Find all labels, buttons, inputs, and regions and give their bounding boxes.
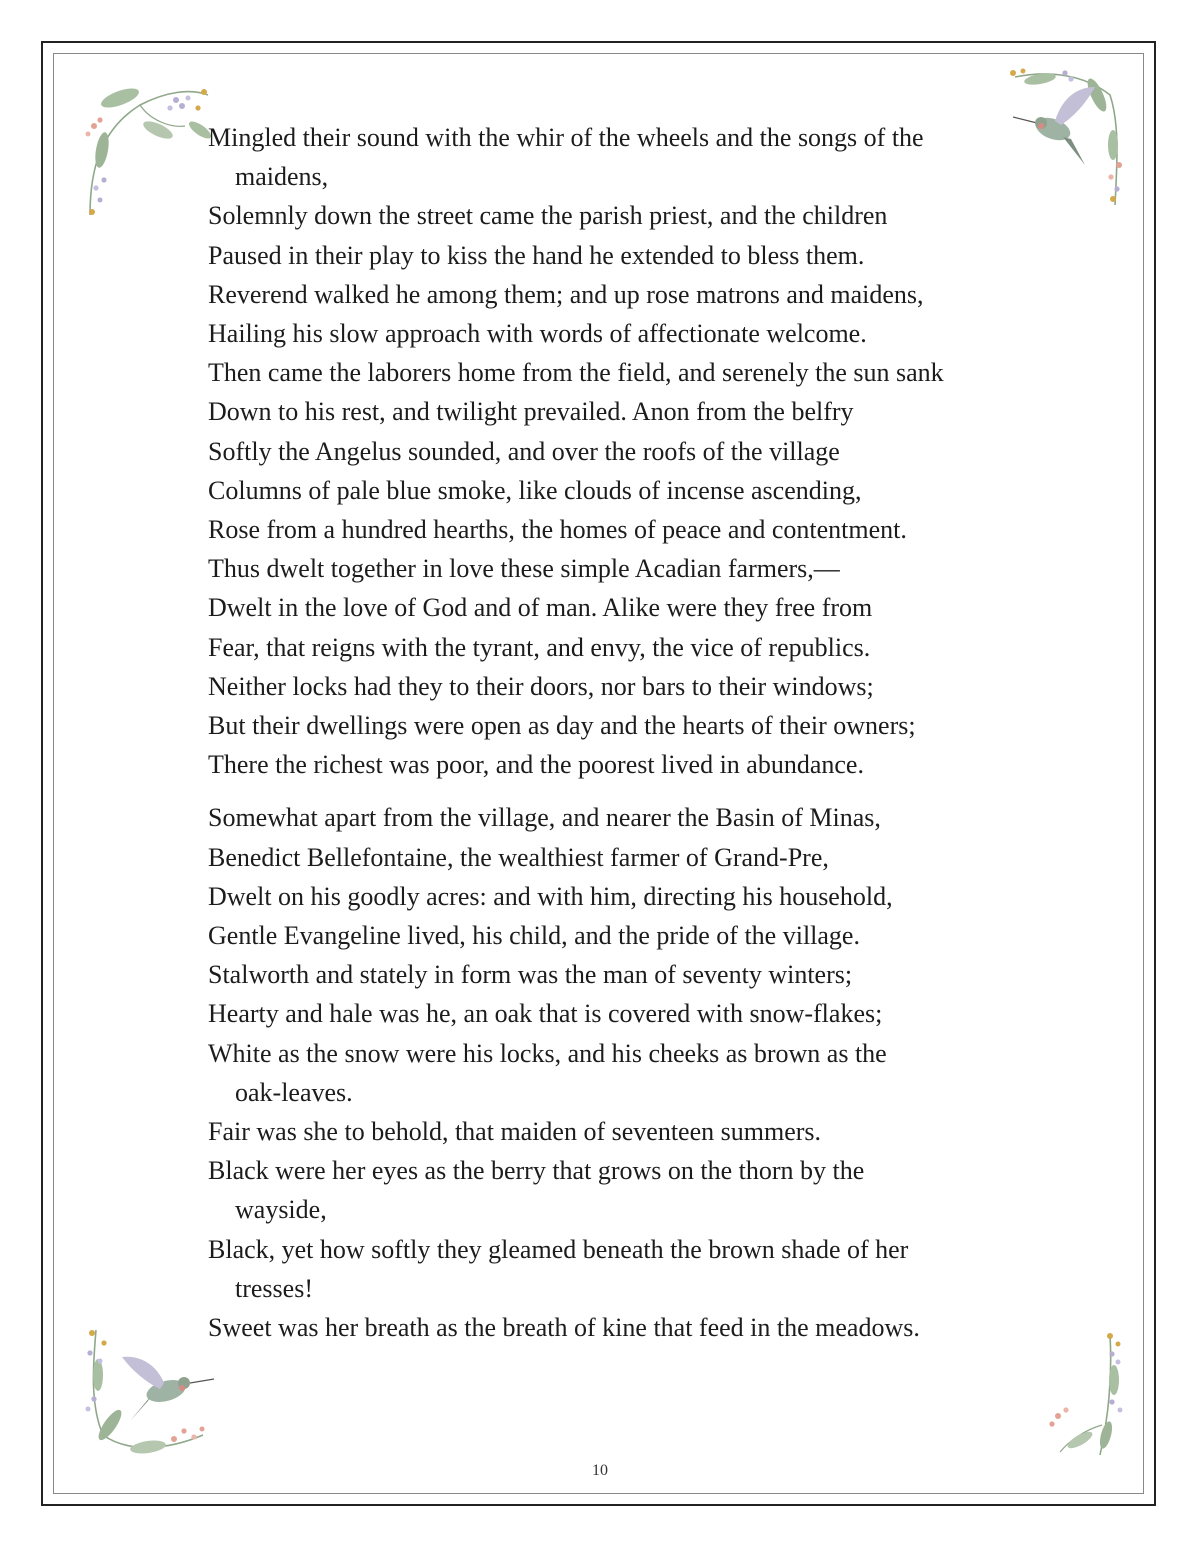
poem-line: Solemnly down the street came the parish priest, and the children bbox=[208, 201, 888, 231]
poem-line: Paused in their play to kiss the hand he extended to bless them. bbox=[208, 240, 865, 270]
poem-line: Fair was she to behold, that maiden of seventeen summers. bbox=[208, 1117, 822, 1147]
poem-line-continuation: tresses! bbox=[235, 1273, 313, 1303]
poem-line-continuation: wayside, bbox=[235, 1195, 327, 1225]
poem-line: Then came the laborers home from the field, and serenely the sun sank bbox=[208, 358, 944, 388]
poem-line: Hearty and hale was he, an oak that is covered with snow-flakes; bbox=[208, 999, 883, 1029]
poem-line: Rose from a hundred hearths, the homes of peace and contentment. bbox=[208, 515, 907, 545]
poem-line: There the richest was poor, and the poorest lived in abundance. bbox=[208, 750, 864, 780]
poem-line: Gentle Evangeline lived, his child, and the pride of the village. bbox=[208, 921, 860, 951]
poem-line: Reverend walked he among them; and up rose matrons and maidens, bbox=[208, 279, 924, 309]
poem-line: But their dwellings were open as day and the hearts of their owners; bbox=[208, 711, 916, 741]
poem-text bbox=[208, 118, 1028, 1347]
poem-line: Down to his rest, and twilight prevailed. Anon from the belfry bbox=[208, 397, 854, 427]
poem-line: Benedict Bellefontaine, the wealthiest farmer of Grand-Pre, bbox=[208, 842, 829, 872]
poem-line: Dwelt on his goodly acres: and with him, directing his household, bbox=[208, 881, 893, 911]
poem-line: Stalworth and stately in form was the man of seventy winters; bbox=[208, 960, 853, 990]
poem-line: Sweet was her breath as the breath of kine that feed in the meadows. bbox=[208, 1313, 920, 1343]
poem-line: Mingled their sound with the whir of the wheels and the songs of the bbox=[208, 123, 924, 152]
floral-corner-icon bbox=[80, 80, 215, 220]
page-number: 10 bbox=[592, 1462, 608, 1479]
floral-corner-icon bbox=[1040, 1330, 1125, 1460]
poem-line: White as the snow were his locks, and his cheeks as brown as the bbox=[208, 1038, 887, 1068]
poem-line: Dwelt in the love of God and of man. Alike were they free from bbox=[208, 593, 873, 623]
poem-line: Fear, that reigns with the tyrant, and envy, the vice of republics. bbox=[208, 632, 871, 662]
poem-line: Somewhat apart from the village, and nearer the Basin of Minas, bbox=[208, 803, 881, 833]
poem-line: Black were her eyes as the berry that grows on the thorn by the bbox=[208, 1156, 865, 1186]
poem-line-continuation: oak-leaves. bbox=[235, 1077, 353, 1107]
poem-line: Black, yet how softly they gleamed beneath the brown shade of her bbox=[208, 1234, 909, 1264]
poem-line: Columns of pale blue smoke, like clouds of incense ascending, bbox=[208, 475, 862, 505]
poem-line: Thus dwelt together in love these simple Acadian farmers,— bbox=[208, 554, 840, 584]
hummingbird-floral-icon bbox=[78, 1325, 223, 1460]
stanza bbox=[208, 118, 1028, 784]
stanza bbox=[208, 798, 1028, 1347]
poem-line: Hailing his slow approach with words of affectionate welcome. bbox=[208, 319, 867, 349]
poem-line: Neither locks had they to their doors, nor bars to their windows; bbox=[208, 671, 874, 701]
poem-line: Softly the Angelus sounded, and over the roofs of the village bbox=[208, 436, 840, 466]
poem-line-continuation: maidens, bbox=[235, 162, 329, 192]
